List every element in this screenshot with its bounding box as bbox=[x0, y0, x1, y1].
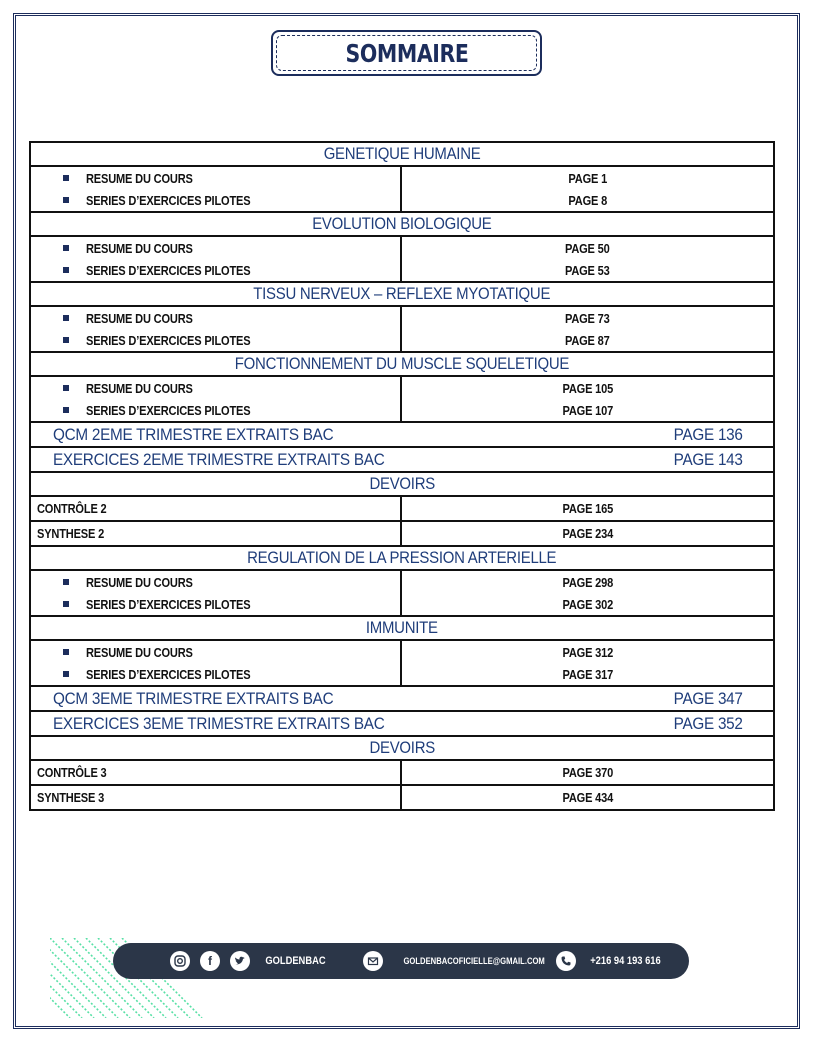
entry-line bbox=[31, 761, 400, 784]
page-number: PAGE 234 bbox=[562, 526, 613, 541]
section-header bbox=[31, 617, 773, 641]
entry-label[interactable]: CONTRÔLE 3 bbox=[37, 765, 107, 780]
entry-label[interactable]: QCM 3EME TRIMESTRE EXTRAITS BAC bbox=[53, 688, 334, 708]
entry-line bbox=[31, 167, 400, 189]
devoir-entry bbox=[31, 522, 773, 547]
entry-label[interactable]: RESUME DU COURS bbox=[86, 170, 193, 186]
entries-column bbox=[31, 761, 402, 784]
phone-icon[interactable] bbox=[556, 951, 576, 971]
entry-line bbox=[31, 399, 400, 421]
section-header bbox=[31, 143, 773, 167]
page-line bbox=[402, 663, 773, 685]
section-header bbox=[31, 283, 773, 307]
entry-label[interactable]: SERIES D’EXERCICES PILOTES bbox=[86, 402, 251, 418]
page-title: SOMMAIRE bbox=[345, 38, 468, 68]
pages-column bbox=[402, 237, 773, 281]
section-entries bbox=[31, 167, 773, 213]
entries-column bbox=[31, 786, 402, 809]
page-number: PAGE 317 bbox=[562, 666, 613, 682]
section-entries bbox=[31, 237, 773, 283]
section-title: EVOLUTION BIOLOGIQUE bbox=[312, 214, 492, 233]
page-line bbox=[402, 329, 773, 351]
entries-column bbox=[31, 641, 402, 685]
page-number: PAGE 1 bbox=[568, 170, 607, 186]
wide-entry bbox=[31, 448, 773, 473]
section-title: DEVOIRS bbox=[369, 738, 435, 757]
section-header bbox=[31, 547, 773, 571]
entry-line bbox=[31, 377, 400, 399]
pages-column bbox=[402, 522, 773, 545]
entries-column bbox=[31, 377, 402, 421]
entry-label[interactable]: RESUME DU COURS bbox=[86, 310, 193, 326]
bullet-square-icon bbox=[63, 315, 69, 321]
page-line bbox=[402, 593, 773, 615]
instagram-icon[interactable] bbox=[170, 951, 190, 971]
section-title: GENETIQUE HUMAINE bbox=[323, 144, 481, 163]
pages-column bbox=[402, 497, 773, 520]
phone-number[interactable]: +216 94 193 616 bbox=[590, 955, 661, 967]
twitter-icon[interactable] bbox=[230, 951, 250, 971]
email-address[interactable]: GOLDENBACOFICIELLE@GMAIL.COM bbox=[403, 956, 545, 966]
section-header bbox=[31, 353, 773, 377]
entry-line bbox=[31, 786, 400, 809]
section-header bbox=[31, 213, 773, 237]
page-line bbox=[402, 307, 773, 329]
devoir-entry bbox=[31, 761, 773, 786]
bullet-square-icon bbox=[63, 175, 69, 181]
page-line bbox=[402, 571, 773, 593]
entry-line bbox=[31, 189, 400, 211]
entry-label[interactable]: EXERCICES 2EME TRIMESTRE EXTRAITS BAC bbox=[53, 449, 385, 469]
pages-column bbox=[402, 641, 773, 685]
entry-label[interactable]: SERIES D’EXERCICES PILOTES bbox=[86, 332, 251, 348]
section-title: REGULATION DE LA PRESSION ARTERIELLE bbox=[247, 548, 557, 567]
page-number: PAGE 8 bbox=[568, 192, 607, 208]
page-line bbox=[402, 786, 773, 809]
entry-line bbox=[31, 259, 400, 281]
bullet-square-icon bbox=[63, 267, 69, 273]
entry-line bbox=[31, 571, 400, 593]
page-number: PAGE 165 bbox=[562, 501, 613, 516]
section-entries bbox=[31, 571, 773, 617]
section-title: DEVOIRS bbox=[369, 474, 435, 493]
page-line bbox=[402, 167, 773, 189]
section-header bbox=[31, 473, 773, 497]
entry-label[interactable]: SERIES D’EXERCICES PILOTES bbox=[86, 192, 251, 208]
bullet-square-icon bbox=[63, 337, 69, 343]
section-title: TISSU NERVEUX – REFLEXE MYOTATIQUE bbox=[253, 284, 551, 303]
entry-label[interactable]: CONTRÔLE 2 bbox=[37, 501, 107, 516]
page-number: PAGE 105 bbox=[562, 380, 613, 396]
page-line bbox=[402, 399, 773, 421]
pages-column bbox=[402, 307, 773, 351]
entry-label[interactable]: RESUME DU COURS bbox=[86, 644, 193, 660]
page-line bbox=[402, 189, 773, 211]
entry-line bbox=[31, 663, 400, 685]
entry-label[interactable]: RESUME DU COURS bbox=[86, 240, 193, 256]
wide-entry bbox=[31, 687, 773, 712]
entry-line bbox=[31, 593, 400, 615]
facebook-icon[interactable]: f bbox=[200, 951, 220, 971]
page-number: PAGE 347 bbox=[673, 688, 743, 708]
entry-label[interactable]: EXERCICES 3EME TRIMESTRE EXTRAITS BAC bbox=[53, 713, 385, 733]
entry-label[interactable]: QCM 2EME TRIMESTRE EXTRAITS BAC bbox=[53, 424, 334, 444]
section-title: IMMUNITE bbox=[366, 618, 438, 637]
page-line bbox=[402, 497, 773, 520]
entries-column bbox=[31, 237, 402, 281]
pages-column bbox=[402, 167, 773, 211]
entry-line bbox=[31, 641, 400, 663]
page-line bbox=[402, 259, 773, 281]
page-line bbox=[402, 522, 773, 545]
wide-entry bbox=[31, 423, 773, 448]
bullet-square-icon bbox=[63, 649, 69, 655]
page-number: PAGE 53 bbox=[565, 262, 610, 278]
page-line bbox=[402, 237, 773, 259]
page-line bbox=[402, 641, 773, 663]
pages-column bbox=[402, 761, 773, 784]
devoir-entry bbox=[31, 786, 773, 809]
page-line bbox=[402, 377, 773, 399]
page-number: PAGE 143 bbox=[673, 449, 743, 469]
section-entries bbox=[31, 641, 773, 687]
page-number: PAGE 73 bbox=[565, 310, 610, 326]
title-box bbox=[271, 30, 542, 76]
page-number: PAGE 298 bbox=[562, 574, 613, 590]
page-number: PAGE 50 bbox=[565, 240, 610, 256]
page-number: PAGE 87 bbox=[565, 332, 610, 348]
entry-label[interactable]: SERIES D’EXERCICES PILOTES bbox=[86, 666, 251, 682]
page-number: PAGE 352 bbox=[673, 713, 743, 733]
page-number: PAGE 136 bbox=[673, 424, 743, 444]
entry-label[interactable]: SYNTHESE 2 bbox=[37, 526, 105, 541]
bullet-square-icon bbox=[63, 197, 69, 203]
footer-bar bbox=[113, 943, 689, 979]
bullet-square-icon bbox=[63, 385, 69, 391]
entries-column bbox=[31, 522, 402, 545]
entry-label[interactable]: RESUME DU COURS bbox=[86, 574, 193, 590]
wide-entry bbox=[31, 712, 773, 737]
entry-label[interactable]: SERIES D’EXERCICES PILOTES bbox=[86, 262, 251, 278]
pages-column bbox=[402, 377, 773, 421]
page-number: PAGE 312 bbox=[562, 644, 613, 660]
bullet-square-icon bbox=[63, 407, 69, 413]
pages-column bbox=[402, 786, 773, 809]
section-title: FONCTIONNEMENT DU MUSCLE SQUELETIQUE bbox=[234, 354, 570, 373]
bullet-square-icon bbox=[63, 245, 69, 251]
entry-label[interactable]: SYNTHESE 3 bbox=[37, 790, 105, 805]
entries-column bbox=[31, 571, 402, 615]
email-icon[interactable] bbox=[363, 951, 383, 971]
table-of-contents bbox=[29, 141, 775, 811]
entries-column bbox=[31, 307, 402, 351]
pages-column bbox=[402, 571, 773, 615]
page-line bbox=[402, 761, 773, 784]
devoir-entry bbox=[31, 497, 773, 522]
entry-label[interactable]: SERIES D’EXERCICES PILOTES bbox=[86, 596, 251, 612]
page-number: PAGE 434 bbox=[562, 790, 613, 805]
page-number: PAGE 370 bbox=[562, 765, 613, 780]
entry-line bbox=[31, 497, 400, 520]
entry-line bbox=[31, 329, 400, 351]
bullet-square-icon bbox=[63, 601, 69, 607]
section-header bbox=[31, 737, 773, 761]
entries-column bbox=[31, 497, 402, 520]
bullet-square-icon bbox=[63, 579, 69, 585]
entry-label[interactable]: RESUME DU COURS bbox=[86, 380, 193, 396]
entry-line bbox=[31, 237, 400, 259]
entry-line bbox=[31, 307, 400, 329]
entry-line bbox=[31, 522, 400, 545]
entries-column bbox=[31, 167, 402, 211]
section-entries bbox=[31, 377, 773, 423]
section-entries bbox=[31, 307, 773, 353]
page-number: PAGE 302 bbox=[562, 596, 613, 612]
page-number: PAGE 107 bbox=[562, 402, 613, 418]
bullet-square-icon bbox=[63, 671, 69, 677]
social-handle: GOLDENBAC bbox=[265, 955, 326, 967]
